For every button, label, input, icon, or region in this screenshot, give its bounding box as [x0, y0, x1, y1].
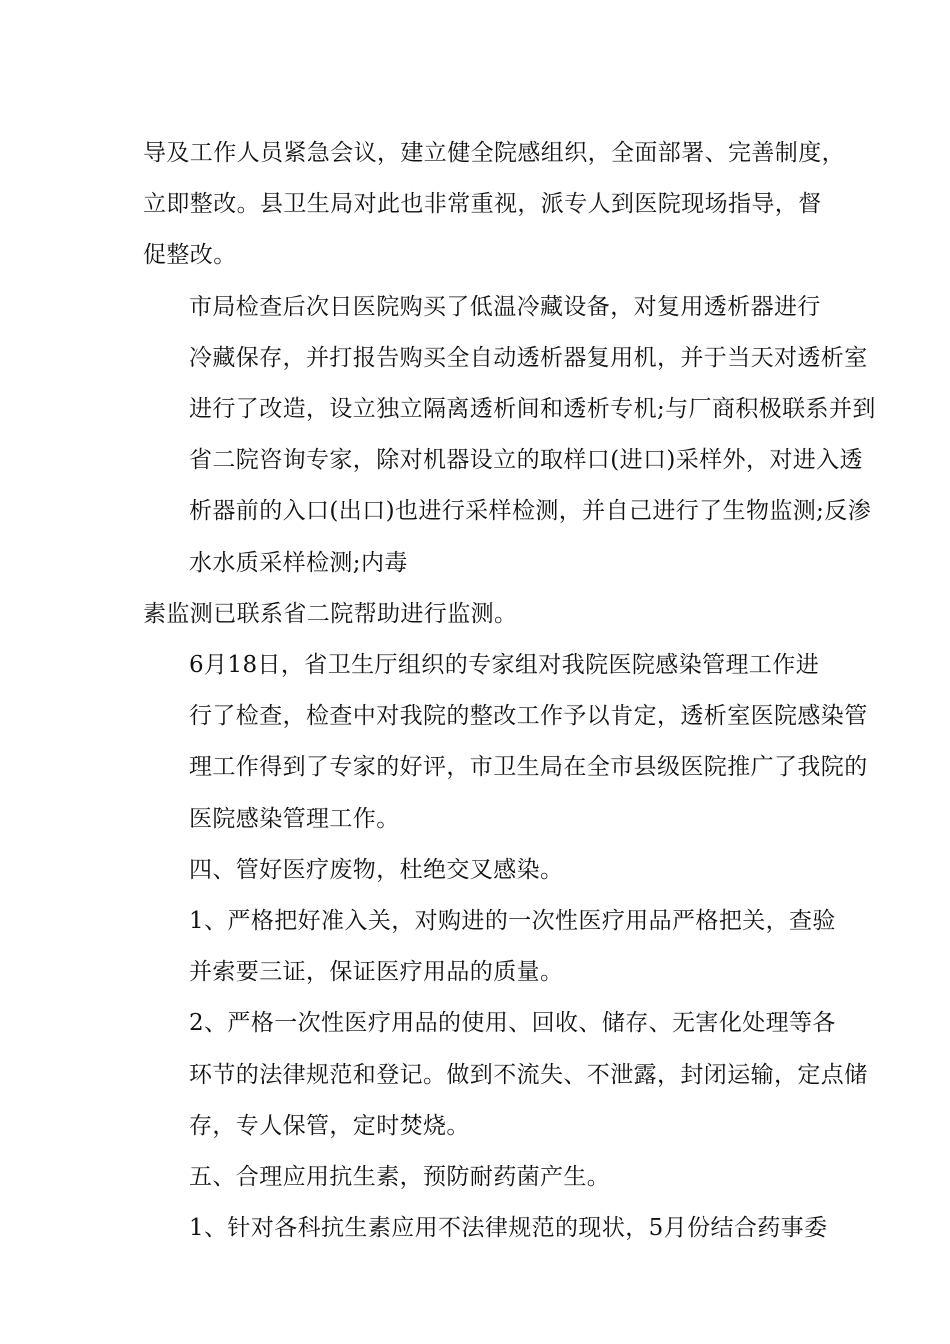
text-line: 五、合理应用抗生素，预防耐药菌产生。 — [189, 1164, 611, 1191]
paragraph — [143, 282, 876, 589]
paragraph — [143, 128, 845, 282]
text-line: 析器前的入口(出口)也进行采样检测，并自己进行了生物监测;反渗 — [189, 498, 872, 525]
text-line: 2、严格一次性医疗用品的使用、回收、储存、无害化处理等各 — [189, 1010, 836, 1037]
text-line: 促整改。 — [143, 242, 237, 269]
text-line: 1、针对各科抗生素应用不法律规范的现状，5月份结合药事委 — [189, 1215, 828, 1242]
text-line: 省二院咨询专家，除对机器设立的取样口(进口)采样外，对进入透 — [189, 447, 863, 474]
paragraph — [143, 589, 832, 640]
paragraph — [143, 896, 836, 998]
text-line: 医院感染管理工作。 — [189, 805, 400, 832]
text-line: 环节的法律规范和登记。做到不流失、不泄露，封闭运输，定点储 — [189, 1061, 868, 1088]
text-line: 素监测已联系省二院帮助进行监测。 — [143, 600, 518, 627]
paragraph — [143, 845, 832, 896]
text-line: 冷藏保存，并打报告购买全自动透析器复用机，并于当天对透析室 — [189, 344, 868, 371]
text-line: 理工作得到了专家的好评，市卫生局在全市县级医院推广了我院的 — [189, 754, 868, 781]
text-line: 进行了改造，设立独立隔离透析间和透析专机;与厂商积极联系并到 — [189, 396, 876, 423]
text-line: 并索要三证，保证医疗用品的质量。 — [189, 959, 564, 986]
text-line: 导及工作人员紧急会议，建立健全院感组织，全面部署、完善制度， — [143, 140, 845, 166]
document-body — [143, 128, 876, 1254]
text-line: 1、严格把好准入关，对购进的一次性医疗用品严格把关，查验 — [189, 908, 836, 935]
text-line: 水水质采样检测;内毒 — [189, 549, 408, 576]
text-line: 立即整改。县卫生局对此也非常重视，派专人到医院现场指导，督 — [143, 191, 822, 218]
text-line: 市局检查后次日医院购买了低温冷藏设备，对复用透析器进行 — [189, 293, 821, 320]
text-line: 存，专人保管，定时焚烧。 — [189, 1112, 470, 1139]
text-line: 四、管好医疗废物，杜绝交叉感染。 — [189, 856, 564, 883]
paragraph — [143, 640, 868, 845]
paragraph — [143, 1152, 832, 1203]
paragraph — [143, 998, 868, 1152]
text-line: 6月18日，省卫生厅组织的专家组对我院医院感染管理工作进 — [189, 652, 820, 679]
text-line: 行了检查，检查中对我院的整改工作予以肯定，透析室医院感染管 — [189, 703, 868, 730]
paragraph — [143, 1203, 832, 1254]
